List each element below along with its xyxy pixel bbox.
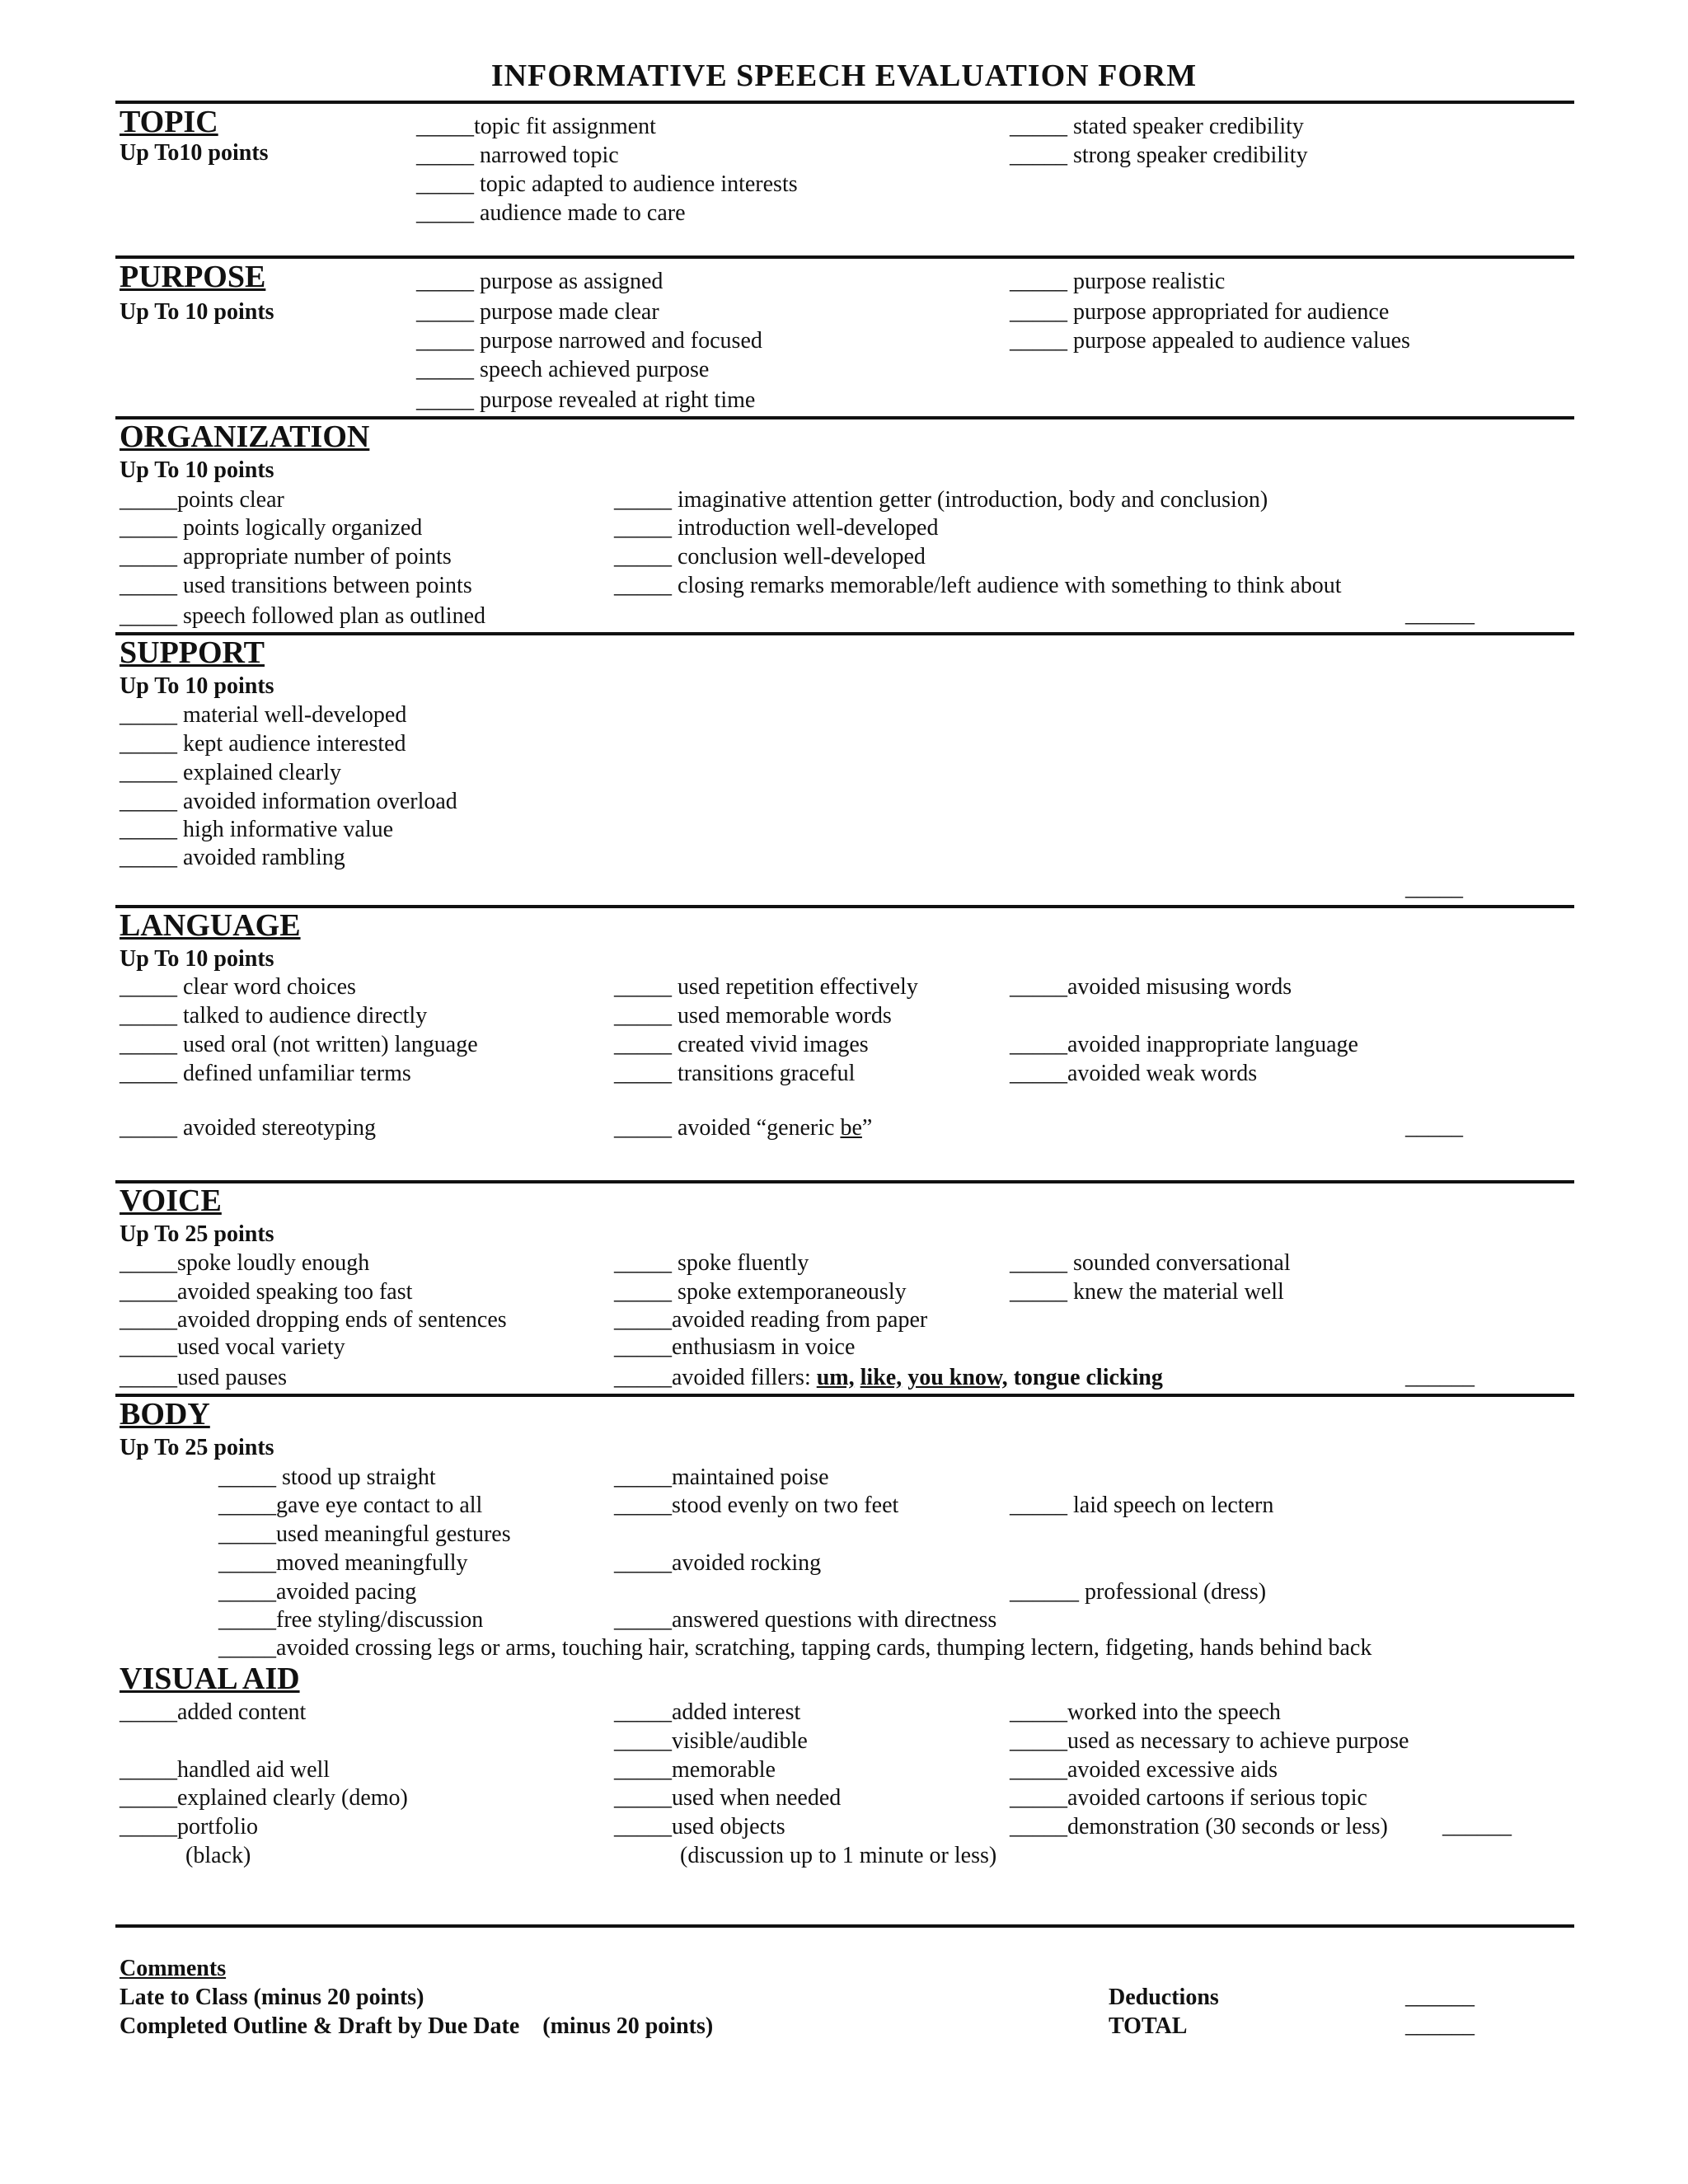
score-blank-support[interactable]: _____ <box>1405 875 1463 901</box>
outline-due-label: Completed Outline & Draft by Due Date (minus 20 points) <box>120 2013 714 2039</box>
checklist-item[interactable]: _____worked into the speech <box>1010 1699 1281 1725</box>
checklist-item[interactable]: _____ sounded conversational <box>1010 1250 1291 1276</box>
checklist-item[interactable]: _____ knew the material well <box>1010 1279 1284 1305</box>
checklist-item[interactable]: _____moved meaningfully <box>218 1550 468 1576</box>
divider <box>115 632 1574 635</box>
item-text: _____ avoided “generic <box>614 1115 841 1141</box>
divider <box>115 1924 1574 1928</box>
score-blank-voice[interactable]: ______ <box>1405 1364 1475 1390</box>
checklist-item[interactable]: _____avoided weak words <box>1010 1061 1258 1086</box>
checklist-item[interactable]: _____ speech achieved purpose <box>416 357 710 382</box>
checklist-item[interactable]: _____ spoke extemporaneously <box>614 1279 907 1305</box>
checklist-item[interactable]: _____ speech followed plan as outlined <box>120 603 486 629</box>
form-title: INFORMATIVE SPEECH EVALUATION FORM <box>490 59 1198 93</box>
checklist-item[interactable]: _____avoided inappropriate language <box>1010 1032 1358 1057</box>
checklist-item[interactable]: _____gave eye contact to all <box>218 1493 483 1518</box>
divider <box>115 1180 1574 1183</box>
checklist-item[interactable]: _____portfolio <box>120 1814 258 1840</box>
checklist-item[interactable]: _____ conclusion well-developed <box>614 544 926 569</box>
section-heading-support: SUPPORT <box>120 635 265 670</box>
checklist-item[interactable]: _____ spoke fluently <box>614 1250 809 1276</box>
checklist-item[interactable]: _____ imaginative attention getter (introduction, body and conclusion) <box>614 487 1268 513</box>
checklist-item[interactable]: _____ stood up straight <box>218 1465 436 1490</box>
checklist-item[interactable]: _____avoided dropping ends of sentences <box>120 1307 507 1333</box>
divider <box>115 101 1574 104</box>
checklist-item[interactable]: _____stood evenly on two feet <box>614 1493 899 1518</box>
checklist-item[interactable]: _____ material well-developed <box>120 702 407 728</box>
checklist-item[interactable]: _____ purpose realistic <box>1010 269 1226 294</box>
checklist-item[interactable]: _____used objects <box>614 1814 785 1840</box>
checklist-item[interactable]: _____answered questions with directness <box>614 1607 997 1633</box>
section-heading-purpose: PURPOSE <box>120 260 266 294</box>
section-heading-body: BODY <box>120 1397 210 1432</box>
checklist-item[interactable]: _____ appropriate number of points <box>120 544 452 569</box>
filler-you-know: you know, <box>907 1365 1008 1390</box>
checklist-item[interactable]: _____ purpose made clear <box>416 299 659 325</box>
item-text: _____avoided fillers: <box>614 1365 817 1390</box>
late-to-class-label: Late to Class (minus 20 points) <box>120 1985 424 2010</box>
section-points-voice: Up To 25 points <box>120 1221 274 1247</box>
checklist-item[interactable]: _____avoided crossing legs or arms, touching hair, scratching, tapping cards, thumping lectern, fidgeting, hands behind back <box>218 1635 1372 1661</box>
divider <box>115 1394 1574 1397</box>
checklist-item[interactable]: _____spoke loudly enough <box>120 1250 370 1276</box>
filler-tongue-clicking: tongue clicking <box>1007 1365 1163 1390</box>
checklist-item[interactable]: _____free styling/discussion <box>218 1607 484 1633</box>
checklist-item[interactable]: _____ avoided stereotyping <box>120 1115 377 1141</box>
checklist-item[interactable]: _____used pauses <box>120 1365 287 1390</box>
checklist-item-fillers[interactable] <box>614 1364 1163 1392</box>
score-blank-language[interactable]: _____ <box>1405 1114 1463 1140</box>
checklist-item[interactable]: _____ stated speaker credibility <box>1010 114 1304 139</box>
checklist-item[interactable]: _____ audience made to care <box>416 200 686 226</box>
checklist-item[interactable]: _____maintained poise <box>614 1465 829 1490</box>
checklist-item[interactable]: _____visible/audible <box>614 1728 808 1754</box>
section-points-purpose: Up To 10 points <box>120 299 274 325</box>
checklist-item[interactable]: _____ used transitions between points <box>120 573 472 598</box>
total-label: TOTAL <box>1109 2013 1188 2039</box>
checklist-item[interactable]: _____ created vivid images <box>614 1032 869 1057</box>
section-points-organization: Up To 10 points <box>120 457 274 483</box>
deductions-blank[interactable]: ______ <box>1405 1984 1475 2009</box>
checklist-item[interactable]: _____ used repetition effectively <box>614 974 918 1000</box>
checklist-item[interactable]: _____used as necessary to achieve purpose <box>1010 1728 1409 1754</box>
checklist-item[interactable]: _____ topic adapted to audience interests <box>416 171 798 197</box>
section-heading-voice: VOICE <box>120 1183 222 1218</box>
section-points-topic: Up To10 points <box>120 140 269 166</box>
underlined-word: be <box>840 1115 862 1141</box>
note-text: (discussion up to 1 minute or less) <box>680 1843 997 1868</box>
checklist-item[interactable]: _____ purpose appealed to audience values <box>1010 328 1410 354</box>
checklist-item[interactable]: _____used when needed <box>614 1785 842 1811</box>
total-blank[interactable]: ______ <box>1405 2013 1475 2038</box>
divider <box>115 905 1574 908</box>
divider <box>115 255 1574 259</box>
checklist-item[interactable]: _____avoided rocking <box>614 1550 822 1576</box>
checklist-item[interactable]: _____ high informative value <box>120 817 394 842</box>
section-points-body: Up To 25 points <box>120 1435 274 1460</box>
checklist-item[interactable]: _____ defined unfamiliar terms <box>120 1061 411 1086</box>
checklist-item[interactable]: _____ explained clearly <box>120 760 342 785</box>
checklist-item[interactable]: _____ kept audience interested <box>120 731 406 757</box>
score-blank-organization[interactable]: ______ <box>1405 602 1475 627</box>
checklist-item[interactable]: _____added interest <box>614 1699 801 1725</box>
checklist-item[interactable]: _____avoided misusing words <box>1010 974 1292 1000</box>
filler-like: like, <box>860 1365 903 1390</box>
section-points-support: Up To 10 points <box>120 673 274 699</box>
checklist-item[interactable]: _____avoided excessive aids <box>1010 1757 1278 1783</box>
checklist-item[interactable]: _____ used memorable words <box>614 1003 892 1029</box>
checklist-item[interactable]: _____avoided reading from paper <box>614 1307 928 1333</box>
checklist-item[interactable]: _____ narrowed topic <box>416 143 619 168</box>
checklist-item[interactable]: _____ used oral (not written) language <box>120 1032 478 1057</box>
checklist-item[interactable]: _____ purpose revealed at right time <box>416 387 756 413</box>
checklist-item[interactable]: _____points clear <box>120 487 284 513</box>
deductions-label: Deductions <box>1109 1985 1219 2010</box>
checklist-item[interactable]: _____topic fit assignment <box>416 114 656 139</box>
checklist-item[interactable]: _____ transitions graceful <box>614 1061 856 1086</box>
checklist-item[interactable]: _____ avoided rambling <box>120 845 345 870</box>
checklist-item[interactable]: _____ purpose as assigned <box>416 269 663 294</box>
checklist-item[interactable]: _____used meaningful gestures <box>218 1521 511 1547</box>
section-heading-visual-aid: VISUAL AID <box>120 1661 300 1696</box>
checklist-item[interactable]: _____ laid speech on lectern <box>1010 1493 1274 1518</box>
section-heading-topic: TOPIC <box>120 105 218 139</box>
checklist-item-generic-be[interactable] <box>614 1114 872 1142</box>
checklist-item[interactable]: _____ points logically organized <box>120 515 423 541</box>
checklist-item[interactable]: _____avoided cartoons if serious topic <box>1010 1785 1367 1811</box>
checklist-item[interactable]: _____enthusiasm in voice <box>614 1334 856 1360</box>
checklist-item[interactable]: _____handled aid well <box>120 1757 331 1783</box>
checklist-item[interactable]: _____explained clearly (demo) <box>120 1785 408 1811</box>
checklist-item[interactable]: _____avoided speaking too fast <box>120 1279 413 1305</box>
checklist-item[interactable]: _____ talked to audience directly <box>120 1003 428 1029</box>
checklist-item[interactable]: _____used vocal variety <box>120 1334 345 1360</box>
checklist-item[interactable]: _____ strong speaker credibility <box>1010 143 1308 168</box>
checklist-item[interactable]: _____ closing remarks memorable/left audience with something to think about <box>614 573 1342 598</box>
filler-um: um, <box>816 1365 855 1390</box>
checklist-item[interactable]: _____ purpose appropriated for audience <box>1010 299 1390 325</box>
checklist-item[interactable]: _____ introduction well-developed <box>614 515 939 541</box>
section-points-language: Up To 10 points <box>120 946 274 972</box>
checklist-item[interactable]: _____memorable <box>614 1757 776 1783</box>
checklist-item[interactable]: _____avoided pacing <box>218 1579 417 1605</box>
checklist-item[interactable]: _____ purpose narrowed and focused <box>416 328 762 354</box>
item-text: ” <box>861 1115 873 1141</box>
checklist-item[interactable]: _____ clear word choices <box>120 974 356 1000</box>
section-heading-language: LANGUAGE <box>120 908 301 943</box>
score-blank-visual-aid[interactable]: ______ <box>1442 1813 1512 1839</box>
checklist-item[interactable]: _____added content <box>120 1699 307 1725</box>
checklist-item[interactable]: _____demonstration (30 seconds or less) <box>1010 1814 1388 1840</box>
section-heading-organization: ORGANIZATION <box>120 419 370 454</box>
checklist-item[interactable]: ______ professional (dress) <box>1010 1579 1267 1605</box>
comments-label: Comments <box>120 1956 227 1981</box>
note-text: (black) <box>185 1843 251 1868</box>
checklist-item[interactable]: _____ avoided information overload <box>120 789 457 814</box>
